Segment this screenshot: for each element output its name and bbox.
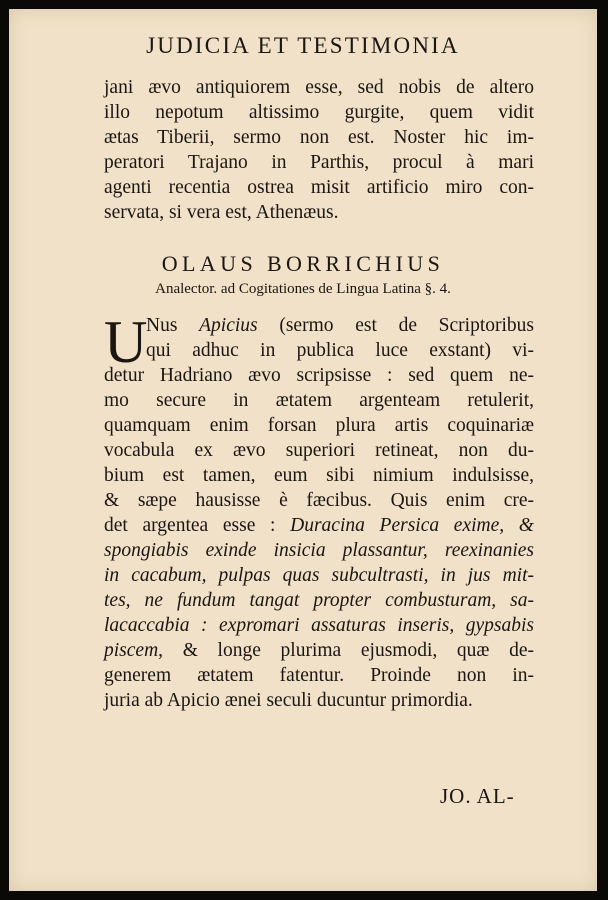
drop-cap: U xyxy=(104,309,148,375)
catchword: JO. AL- xyxy=(440,784,515,808)
body-line-1-end: (sermo est de Scriptoribus xyxy=(257,315,535,336)
body-line-14-quote: piscem xyxy=(104,640,159,661)
body-line-11 xyxy=(104,564,534,588)
intro-line-5: agenti recentia ostrea misit artificio miro con- xyxy=(104,177,534,198)
book-page xyxy=(9,9,597,891)
body-line-13-quote: lacaccabia : expromari assaturas inseris, gypsabis xyxy=(104,615,534,636)
body-line-1 xyxy=(146,314,534,338)
body-line-10-quote: spongiabis exinde insicia plassantur, reexinanies xyxy=(104,540,534,561)
apicius-name: Apicius xyxy=(199,315,258,336)
source-reference: Analector. ad Cogitationes de Lingua Latina §. 4. xyxy=(155,281,451,297)
body-line-10 xyxy=(104,539,534,563)
body-line-9 xyxy=(104,514,534,538)
body-line-15: generem ætatem fatentur. Proinde non in- xyxy=(104,665,534,686)
intro-line-2: illo nepotum altissimo gurgite, quem vidit xyxy=(104,102,534,123)
body-line-3: detur Hadriano ævo scripsisse : sed quem ne- xyxy=(104,365,534,386)
running-head: JUDICIA ET TESTIMONIA xyxy=(146,33,460,58)
body-line-2: qui adhuc in publica luce exstant) vi- xyxy=(146,340,534,361)
author-heading: OLAUS BORRICHIUS xyxy=(161,251,445,276)
body-line-8: & sæpe hausisse è fæcibus. Quis enim cre- xyxy=(104,490,534,511)
body-line-14 xyxy=(104,639,534,663)
body-line-12-quote: tes, ne fundum tangat propter combusturam, sa- xyxy=(104,590,534,611)
body-line-6: vocabula ex ævo superiori retineat, non du- xyxy=(104,440,534,461)
intro-line-3: ætas Tiberii, sermo non est. Noster hic im- xyxy=(104,127,534,148)
body-line-4: mo secure in ætatem argenteam retulerit, xyxy=(104,390,534,411)
intro-line-1: jani ævo antiquiorem esse, sed nobis de altero xyxy=(104,77,534,98)
body-line-9-start: det argentea esse : xyxy=(104,515,291,536)
body-line-1-start: Nus xyxy=(146,315,200,336)
body-line-14-end: , & longe plurima ejusmodi, quæ de- xyxy=(158,640,534,661)
body-line-13 xyxy=(104,614,534,638)
body-line-5: quamquam enim forsan plura artis coquinariæ xyxy=(104,415,534,436)
body-line-11-quote: in cacabum, pulpas quas subcultrasti, in jus mit- xyxy=(104,565,534,586)
body-line-16: juria ab Apicio ænei seculi ducuntur primordia. xyxy=(104,690,473,711)
body-line-9-quote: Duracina Persica exime, & xyxy=(290,515,534,536)
page-frame xyxy=(9,9,597,891)
intro-line-6: servata, si vera est, Athenæus. xyxy=(104,202,339,223)
intro-line-4: peratori Trajano in Parthis, procul à mari xyxy=(104,152,534,173)
body-line-12 xyxy=(104,589,534,613)
body-line-7: bium est tamen, eum sibi nimium indulsisse, xyxy=(104,465,534,486)
